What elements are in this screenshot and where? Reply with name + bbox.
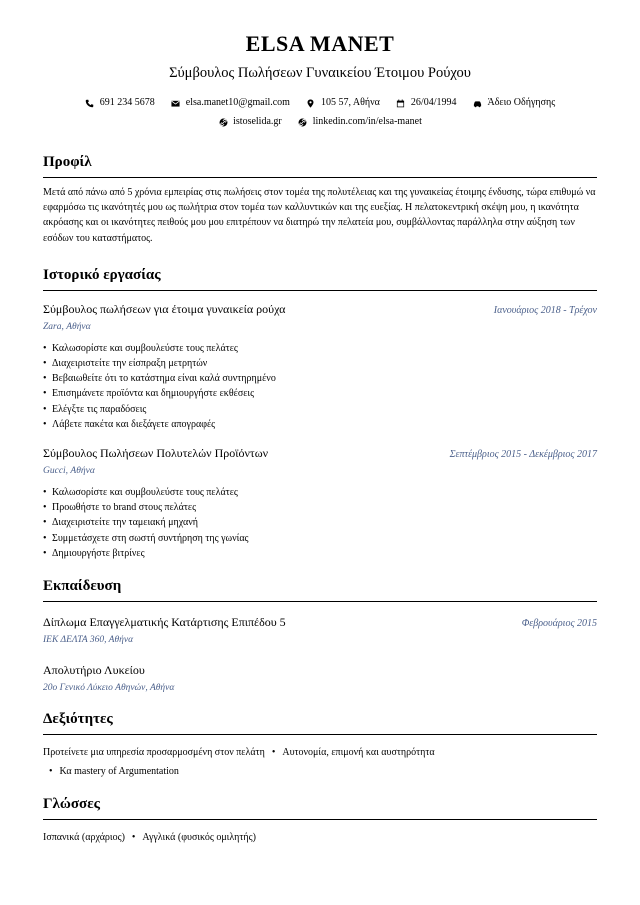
language-item: Αγγλικά (φυσικός ομιλητής): [142, 832, 256, 844]
job-entry: [43, 302, 597, 432]
email-icon: [171, 98, 181, 108]
bullet-separator: •: [49, 766, 53, 778]
job-title: Σύμβουλος πωλήσεων για έτοιμα γυναικεία ρούχα: [43, 301, 286, 316]
job-company: Gucci, Αθήνα: [43, 466, 95, 477]
job-duties: [43, 341, 597, 432]
profile-text: Μετά από πάνω από 5 χρόνια εμπειρίας στις πωλήσεις στον τομέα της πολυτέλειας και της γυναικείας έτοιμης ένδυσης, τώρα επιθυμώ να εφαρμόσω τις ικανότητές μου ως πωλήτρια στον τομέα των καλλυντικών και της ευεξίας. Η πελατοκεντρική σκέψη μου, η ικανότητα ακρόασης και οι ικανότητες πειθούς μου μου επιτρέπουν να διατηρώ την πελατεία μου, συμβάλλοντας παράλληλα στην αύξηση των εσόδων του καταστήματος.: [43, 187, 596, 244]
skills-section: [43, 710, 597, 779]
school-name: 20ο Γενικό Λύκειο Αθηνών, Αθήνα: [43, 683, 175, 694]
contact-location: [306, 96, 380, 110]
contact-license: [472, 96, 555, 110]
skill-item: Κα mastery of Argumentation: [59, 766, 179, 778]
list-item: • Λάβετε πακέτα και διεξάγετε απογραφές: [43, 417, 597, 432]
contact-phone: [85, 96, 155, 110]
job-duties: [43, 485, 597, 561]
education-section: [43, 577, 597, 694]
skill-item: Αυτονομία, επιμονή και αυστηρότητα: [282, 747, 435, 759]
job-entry: [43, 446, 597, 561]
contact-birthdate: [396, 96, 457, 110]
language-item: Ισπανικά (αρχάριος): [43, 832, 125, 844]
list-item: • Επισημάνετε προϊόντα και δημιουργήστε εκθέσεις: [43, 386, 597, 401]
contact-row-links: [43, 115, 597, 129]
contact-birthdate-text: 26/04/1994: [410, 97, 457, 108]
job-title: Σύμβουλος Πωλήσεων Πολυτελών Προϊόντων: [43, 446, 269, 461]
contact-website-text[interactable]: istoselida.gr: [233, 116, 282, 127]
work-history-heading: Ιστορικό εργασίας: [43, 266, 597, 291]
education-entry: [43, 615, 597, 646]
languages-heading: Γλώσσες: [43, 795, 597, 820]
job-date: Σεπτέμβριος 2015 - Δεκέμβριος 2017: [449, 449, 597, 461]
website-icon: [218, 117, 228, 127]
education-heading: Εκπαίδευση: [43, 577, 597, 602]
contact-phone-text: 691 234 5678: [99, 97, 155, 108]
list-item: • Δημιουργήστε βιτρίνες: [43, 546, 597, 561]
degree-title: Δίπλωμα Επαγγελματικής Κατάρτισης Επιπέδου 5: [43, 615, 286, 630]
work-history-section: [43, 266, 597, 561]
degree-title: Απολυτήριο Λυκείου: [43, 663, 145, 678]
skills-list: [43, 745, 597, 779]
contact-linkedin-text[interactable]: linkedin.com/in/elsa-manet: [312, 116, 422, 127]
list-item: • Διαχειριστείτε την είσπραξη μετρητών: [43, 356, 597, 371]
list-item: • Προωθήστε το brand στους πελάτες: [43, 500, 597, 515]
job-company: Zara, Αθήνα: [43, 321, 91, 332]
languages-section: [43, 795, 597, 845]
list-item: • Καλωσορίστε και συμβουλεύστε τους πελάτες: [43, 485, 597, 500]
contact-row: [43, 96, 597, 110]
profile-heading: Προφίλ: [43, 153, 597, 178]
list-item: • Διαχειριστείτε την ταμειακή μηχανή: [43, 515, 597, 530]
skill-item: Προτείνετε μια υπηρεσία προσαρμοσμένη στον πελάτη: [43, 747, 265, 759]
candidate-title: Σύμβουλος Πωλήσεων Γυναικείου Έτοιμου Ρούχου: [169, 65, 471, 81]
contact-website[interactable]: [218, 115, 282, 129]
bullet-separator: •: [271, 747, 276, 759]
contact-license-text: Άδειο Οδήγησης: [487, 97, 556, 108]
list-item: • Καλωσορίστε και συμβουλεύστε τους πελάτες: [43, 341, 597, 356]
education-entry: [43, 663, 597, 694]
languages-list: [43, 830, 597, 845]
calendar-icon: [396, 98, 406, 108]
candidate-name: ELSA MANET: [245, 31, 395, 56]
contact-email-text[interactable]: elsa.manet10@gmail.com: [185, 97, 290, 108]
contact-location-text: 105 57, Αθήνα: [320, 97, 380, 108]
car-icon: [472, 98, 482, 108]
contact-email[interactable]: [171, 96, 290, 110]
skills-heading: Δεξιότητες: [43, 710, 597, 735]
list-item: • Βεβαιωθείτε ότι το κατάστημα είναι καλά συντηρημένο: [43, 371, 597, 386]
job-date: Ιανουάριος 2018 - Τρέχον: [493, 304, 597, 316]
linkedin-icon: [298, 117, 308, 127]
list-item: • Συμμετάσχετε στη σωστή συντήρηση της γωνίας: [43, 531, 597, 546]
degree-date: Φεβρουάριος 2015: [521, 618, 597, 630]
phone-icon: [85, 98, 95, 108]
school-name: ΙΕΚ ΔΕΛΤΑ 360, Αθήνα: [43, 635, 134, 646]
contact-linkedin[interactable]: [298, 115, 422, 129]
bullet-separator: •: [131, 832, 136, 844]
profile-section: [43, 153, 597, 246]
location-icon: [306, 98, 316, 108]
list-item: • Ελέγξτε τις παραδόσεις: [43, 402, 597, 417]
